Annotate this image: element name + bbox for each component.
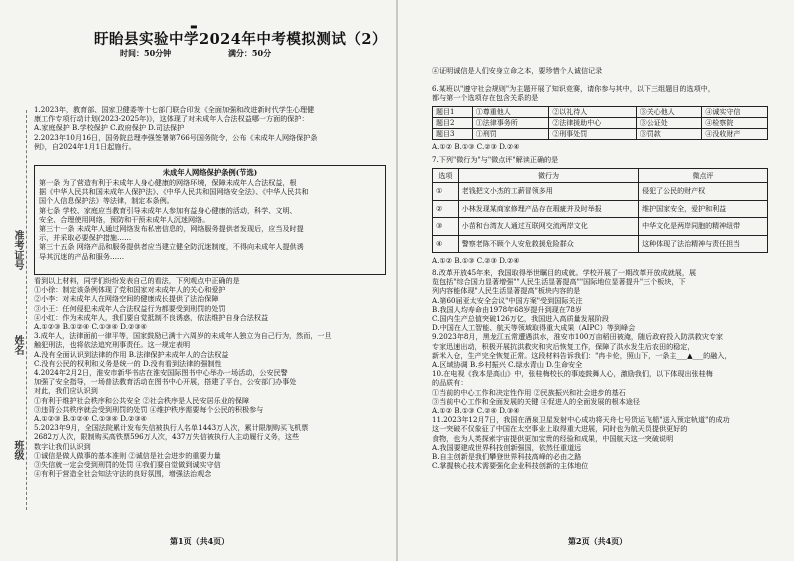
q7-answers: [432, 256, 520, 265]
text-line: 看到以上材料，同学们纷纷发表自己的看法，下列观点中正确的是: [34, 276, 240, 285]
text-line: 2.2023年10月16日，国务院总理李强签署第766号国务院令，公布《未成年人网络保护条: [34, 132, 318, 142]
questions-1-2: [34, 105, 317, 151]
text-line: ①有利于维护社会秩序和公共安全 ②社会秩序是人民安居乐业的保障: [34, 395, 250, 405]
table-row: [433, 118, 768, 129]
text-line: ②小李：对未成年人在网络空间的健康成长提供了法治保障: [34, 294, 219, 304]
table-cell: 题目1: [433, 107, 473, 118]
text-line: A.①② B.①③ C.②④ D.③④: [432, 406, 520, 416]
questions-2-5: [34, 276, 332, 478]
table-row: [433, 183, 768, 201]
exam-title: 盱眙县实验中学2024年中考模拟测试（2）: [94, 31, 387, 48]
text-line: 7.下列"微行为"与"微点评"解读正确的是: [432, 155, 559, 164]
exam-info: [120, 48, 325, 59]
table-row: [433, 200, 768, 218]
table-cell: ④没收财产: [702, 129, 768, 140]
text-line: 新米入仓，生产完全恢复正常。这段材料告诉我们："冉卡伦，照山下，一条主___▲___的融入，: [432, 350, 732, 360]
text-line: A.家庭保护 B.学校保护 C.政府保护 D.司法保护: [34, 123, 185, 133]
table-cell: 题目2: [433, 118, 473, 129]
text-line: 触犯刑法，也将依法追究刑事责任。这一规定表明: [34, 340, 191, 350]
question-7: [432, 155, 558, 164]
page-mark: ▬: [190, 22, 198, 31]
table-cell: ①刑罚: [472, 129, 549, 140]
seal-label-bot: 班级: [12, 440, 23, 460]
text-line: A.没有全面认识到法律的作用 B.法律保护未成年人的合法权益: [34, 349, 229, 359]
text-line: 列内容能体现"人民生活显著提高"板块内容的是: [432, 286, 581, 296]
text-line: 专家迅速出动，积极开展抗洪救灾和灾后恢复工作，保障了洪水发生后农田的稳定，: [432, 341, 695, 351]
table-cell: 维护国家安全，爱护和利益: [639, 200, 768, 218]
text-line: D.中国在人工智能、航天等领域取得重大成果（AIPC）等到峰会: [432, 323, 636, 333]
law-line: 第七条 学校、家庭应当教育引导未成年人参加有益身心健康的活动，科学、文明、: [39, 205, 297, 215]
text-line: A.我国要建成世界科技创新强国，依然任重道远: [432, 442, 582, 452]
table-cell: ①: [433, 183, 459, 201]
table-cell: 老钱把文小杰的工薪冒领多用: [458, 183, 638, 201]
questions-8-11: [432, 268, 732, 470]
text-line: A.①②③ B.①②④ C.①③④ D.②③④: [34, 414, 148, 424]
law-line: 示，并采取必要保护措施……: [39, 233, 132, 243]
table-cell: 中华文化是两岸同胞的精神纽带: [639, 218, 768, 236]
text-line: 例》，自2024年1月1日起施行。: [34, 141, 136, 151]
seal-label-mid: 姓名: [12, 335, 23, 355]
table-header: 选项: [433, 169, 459, 183]
table-cell: ②刑事处罚: [549, 129, 636, 140]
table-cell: ④检察院: [702, 118, 768, 129]
text-line: A.区域协调 B.乡村振兴 C.绿水青山 D.生命安全: [432, 360, 583, 370]
q7-table: [432, 168, 768, 253]
q6-table: [432, 106, 768, 140]
table-cell: ③罚款: [636, 129, 702, 140]
text-line: 康工作专项行动计划(2023-2025年)》，这体现了对未成年人合法权益哪一方面的保护：: [34, 114, 309, 124]
table-cell: ②以礼待人: [549, 107, 636, 118]
text-line: A.①②③ B.①②④ C.①③④ D.②③④: [34, 322, 148, 332]
table-cell: ④诚实守信: [702, 107, 768, 118]
page-1: [0, 0, 396, 561]
text-line: 4.2024年2月2日，淮安市新华书店在淮安国际图书中心举办一场活动，公安民警: [34, 368, 288, 378]
text-line: ③当前中心工作和全面发展的关键 ④促进人的全面发展的根本途径: [432, 396, 640, 406]
table-cell: 侵犯了公民的财产权: [639, 183, 768, 201]
question-6: [432, 84, 715, 102]
text-line: C.国内生产总值突破126万亿，我国进入高质量发展阶段: [432, 314, 610, 324]
law-line: 国个人信息保护法》等法律，制定本条例。: [39, 196, 174, 206]
text-line: B.我国人均寿命由1978年68岁提升到现在78岁: [432, 304, 582, 314]
table-cell: 警察老陈不顾个人安危救援危险群众: [458, 235, 638, 253]
table-header: 微行为: [458, 169, 638, 183]
text-line: 6.某班以"遵守社会规则"为主题开展了知识竞赛，请你参与其中，以下三组题目的选项中，: [432, 84, 715, 93]
law-line: 安全、合理使用网络，预防和干预未成年人沉迷网络。: [39, 214, 210, 224]
text-line: 食物，也为人类探索宇宙提供更加宝贵的经验和成果，中国航天这一突破说明: [432, 433, 674, 443]
table-cell: 小苗和台湾友人通过互联网交流两岸文化: [458, 218, 638, 236]
text-line: 1.2023年，教育部、国家卫健委等十七部门联合印发《全面加强和改进新时代学生心理健: [34, 105, 315, 114]
q6-answers: [432, 142, 520, 151]
law-line: 第三十五条 网络产品和服务提供者应当建立健全防沉迷制度，不得向未成年人提供诱: [39, 242, 304, 252]
text-line: 10.在电视《我本是高山》中，张桂梅校长的事迹鼓舞人心，激励我们，以下体现出张桂梅: [432, 369, 713, 379]
text-line: ①小徐：制定该条例体现了党和国家对未成年人的关心和爱护: [34, 285, 226, 295]
text-line: C.掌握核心技术需要强化企业科技创新的主体地位: [432, 461, 589, 471]
text-line: B.自主创新是我们攀登世界科技高峰的必由之路: [432, 452, 582, 462]
table-row: [433, 107, 768, 118]
table-row: [433, 235, 768, 253]
law-line: 导其沉迷的产品和服务……: [39, 251, 125, 261]
text-line: ①诚信是做人做事的基本准则 ②诚信是社会进步的重要力量: [34, 450, 221, 460]
law-line: 第一条 为了营造有利于未成年人身心健康的网络环境，保障未成年人合法权益，根: [39, 178, 297, 187]
table-header: 微点评: [639, 169, 768, 183]
table-row: [433, 129, 768, 140]
binding-line: [26, 110, 27, 510]
text-line: A.①② B.①③ C.②③ D.②④: [432, 256, 520, 265]
text-line: C.没有公民的权利和义务是统一的 D.没有看到法律的强制性: [34, 358, 222, 368]
text-line: 11.2023年12月7日，我国在酒泉卫星发射中心成功将天舟七号货运飞船"送入预定轨道"的成功: [432, 415, 730, 425]
text-line: ③小王：任何侵犯未成年人合法权益行为都要受到刑罚的处罚: [34, 303, 226, 313]
table-cell: ②: [433, 200, 459, 218]
law-excerpt-box: [34, 165, 386, 275]
exam-score: 满分：50分: [227, 48, 272, 58]
q5-tail: [432, 66, 602, 75]
page-footer: 第2页（共4页）: [568, 536, 628, 546]
text-line: ④小红：作为未成年人，我们要自觉抵制不良诱惑，依法维护自身合法权益: [34, 312, 269, 322]
table-cell: ①尊重他人: [472, 107, 549, 118]
table-header-row: [433, 169, 768, 183]
table-cell: 小林发现某商家修理产品存在瑕疵并及时举报: [458, 200, 638, 218]
table-row: [433, 218, 768, 236]
text-line: 这一突破不仅象征了中国在太空事业上取得重大进展，同时也为航天员提供更好的: [432, 424, 688, 434]
text-line: ④证明诚信是人们安身立命之本，要珍惜个人诚信记录: [432, 66, 603, 75]
table-cell: ③关心他人: [636, 107, 702, 118]
table-cell: 题目3: [433, 129, 473, 140]
table-cell: ③公证处: [636, 118, 702, 129]
law-heading: 未成年人网络保护条例(节选): [162, 168, 258, 177]
text-line: A.①② B.①③ C.②③ D.②④: [432, 142, 520, 151]
text-line: 加强了安全指导，一场普法教育活动在图书中心开展，搭建了平台，公安部门办事处: [34, 377, 297, 387]
table-cell: ②法律援助中心: [549, 118, 636, 129]
text-line: 3.成年人，法律面前一律平等，国家鼓励已满十六周岁的未成年人独立为自己行为，然而，一旦: [34, 331, 332, 341]
exam-time: 时间：50分钟: [120, 48, 172, 58]
seal-label-top: 准考证号: [12, 230, 23, 270]
text-line: 都与第一个选项存在包含关系的是: [432, 93, 539, 103]
text-line: A.第60届亚太安全会议"中国方案"受到国际关注: [432, 295, 583, 305]
law-line: 第三十一条 未成年人通过网络发布私密信息的，网络服务提供者发现后，应当及时提: [39, 224, 304, 234]
table-cell: ①法律事务所: [472, 118, 549, 129]
table-cell: ③: [433, 218, 459, 236]
text-line: 5.2023年9月，全国法院累计发布失信被执行人名单1443万人次，累计限制购买飞机票: [34, 423, 309, 433]
text-line: ③违背公共秩序就会受到刑罚的处罚 ④维护秩序需要每个公民的积极参与: [34, 404, 264, 414]
law-line: 据《中华人民共和国未成年人保护法》、《中华人民共和国网络安全法》、《中华人民共和: [39, 187, 309, 197]
table-cell: ④: [433, 235, 459, 253]
text-line: ④有利于营造全社会知法守法的良好氛围，增强法治观念: [34, 469, 212, 479]
text-line: 的品质有：: [432, 378, 468, 388]
text-line: 览包括"综合国力显著增强""人民生活显著提高""国际地位显著提升"三个板块，下: [432, 277, 686, 287]
table-cell: 这种体现了法治精神与责任担当: [639, 235, 768, 253]
page-footer: 第1页（共4页）: [170, 536, 230, 546]
text-line: 数字让我们认识到: [34, 441, 91, 451]
text-line: 8.改革开放45年来，我国取得举世瞩目的成就。学校开展了一期改革开放成就展，展: [432, 268, 697, 277]
text-line: 2682万人次，限制购买高铁票596万人次，437万失信被执行人主动履行义务，这些: [34, 432, 300, 442]
text-line: ③失信就一定会受到刑罚的处罚 ④我们要自觉做到诚实守信: [34, 460, 221, 470]
text-line: 9.2023年8月，黑龙江五常遭遇洪水，淮安市100万亩稻田被淹，随后政府投入防洪救灾专家: [432, 332, 724, 342]
text-line: 对此，我们应认识到: [34, 386, 98, 396]
text-line: ①当前的中心工作和决定性作用 ②民族振兴和社会进步的基石: [432, 387, 626, 397]
